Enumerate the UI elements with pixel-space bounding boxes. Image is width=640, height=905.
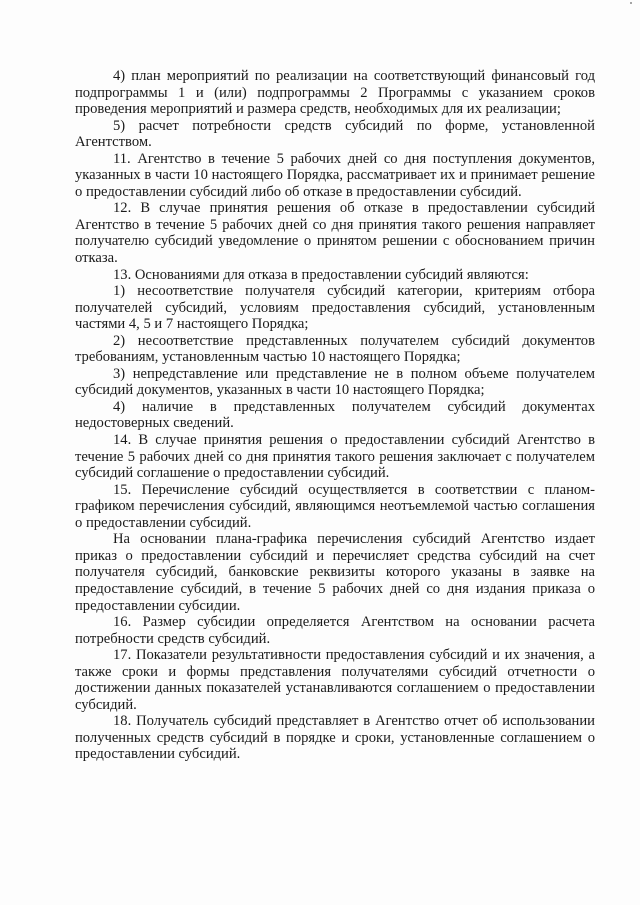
paragraph-16: 16. Размер субсидии определяется Агентством на основании расчета потребности средств субсидий. (75, 614, 595, 647)
paragraph-17: 17. Показатели результативности предоставления субсидий и их значения, а также сроки и формы представления получателями субсидий отчетности о достижении данных показателей устанавливаются соглашением о предоставлении субсидий. (75, 647, 595, 713)
paragraph-13-item-4: 4) наличие в представленных получателем субсидий документах недостоверных сведений. (75, 398, 595, 432)
paragraph-15: 15. Перечисление субсидий осуществляется в соответствии с планом-графиком перечисления субсидий, являющимся неотъемлемой частью соглашения о предоставлении субсидий. (75, 481, 595, 531)
scan-speck (630, 2, 632, 4)
paragraph-14: 14. В случае принятия решения о предоставлении субсидий Агентство в течение 5 рабочих дней со дня принятия такого решения заключает с получателем субсидий соглашение о предоставлении субсидий. (75, 432, 595, 482)
paragraph-item-5-calculation: 5) расчет потребности средств субсидий по форме, установленной Агентством. (75, 117, 595, 151)
paragraph-13-item-1: 1) несоответствие получателя субсидий категории, критериям отбора получателей субсидий, условиям предоставления субсидий, установленным частями 4, 5 и 7 настоящего Порядка; (75, 283, 595, 333)
paragraph-item-4-plan: 4) план мероприятий по реализации на соответствующий финансовый год подпрограммы 1 и (или) подпрограммы 2 Программы с указанием сроков проведения мероприятий и размера средств, необходимых для их реализации; (75, 68, 595, 118)
paragraph-13-item-2: 2) несоответствие представленных получателем субсидий документов требованиям, установленным частью 10 настоящего Порядка; (75, 332, 595, 366)
paragraph-13: 13. Основаниями для отказа в предоставлении субсидий являются: (113, 266, 529, 283)
paragraph-12: 12. В случае принятия решения об отказе в предоставлении субсидий Агентство в течение 5 рабочих дней со дня принятия такого решения направляет получателю субсидий уведомление о принятом решении с обоснованием причин отказа. (75, 200, 595, 267)
document-body (75, 68, 595, 763)
paragraph-11: 11. Агентство в течение 5 рабочих дней со дня поступления документов, указанных в части 10 настоящего Порядка, рассматривает их и принимает решение о предоставлении субсидий либо об отказе в предоставлении субсидий. (75, 150, 595, 200)
paragraph-15-continuation: На основании плана-графика перечисления субсидий Агентство издает приказ о предоставлении субсидий и перечисляет средства субсидий на счет получателя субсидий, банковские реквизиты которого указаны в заявке на предоставление субсидий, в течение 5 рабочих дней со дня издания приказа о предоставлении субсидии. (75, 531, 595, 614)
paragraph-18: 18. Получатель субсидий представляет в Агентство отчет об использовании полученных средств субсидий в порядке и сроки, установленные соглашением о предоставлении субсидий. (75, 713, 595, 763)
paragraph-13-item-3: 3) непредставление или представление не в полном объеме получателем субсидий документов, указанных в части 10 настоящего Порядка; (75, 365, 595, 399)
